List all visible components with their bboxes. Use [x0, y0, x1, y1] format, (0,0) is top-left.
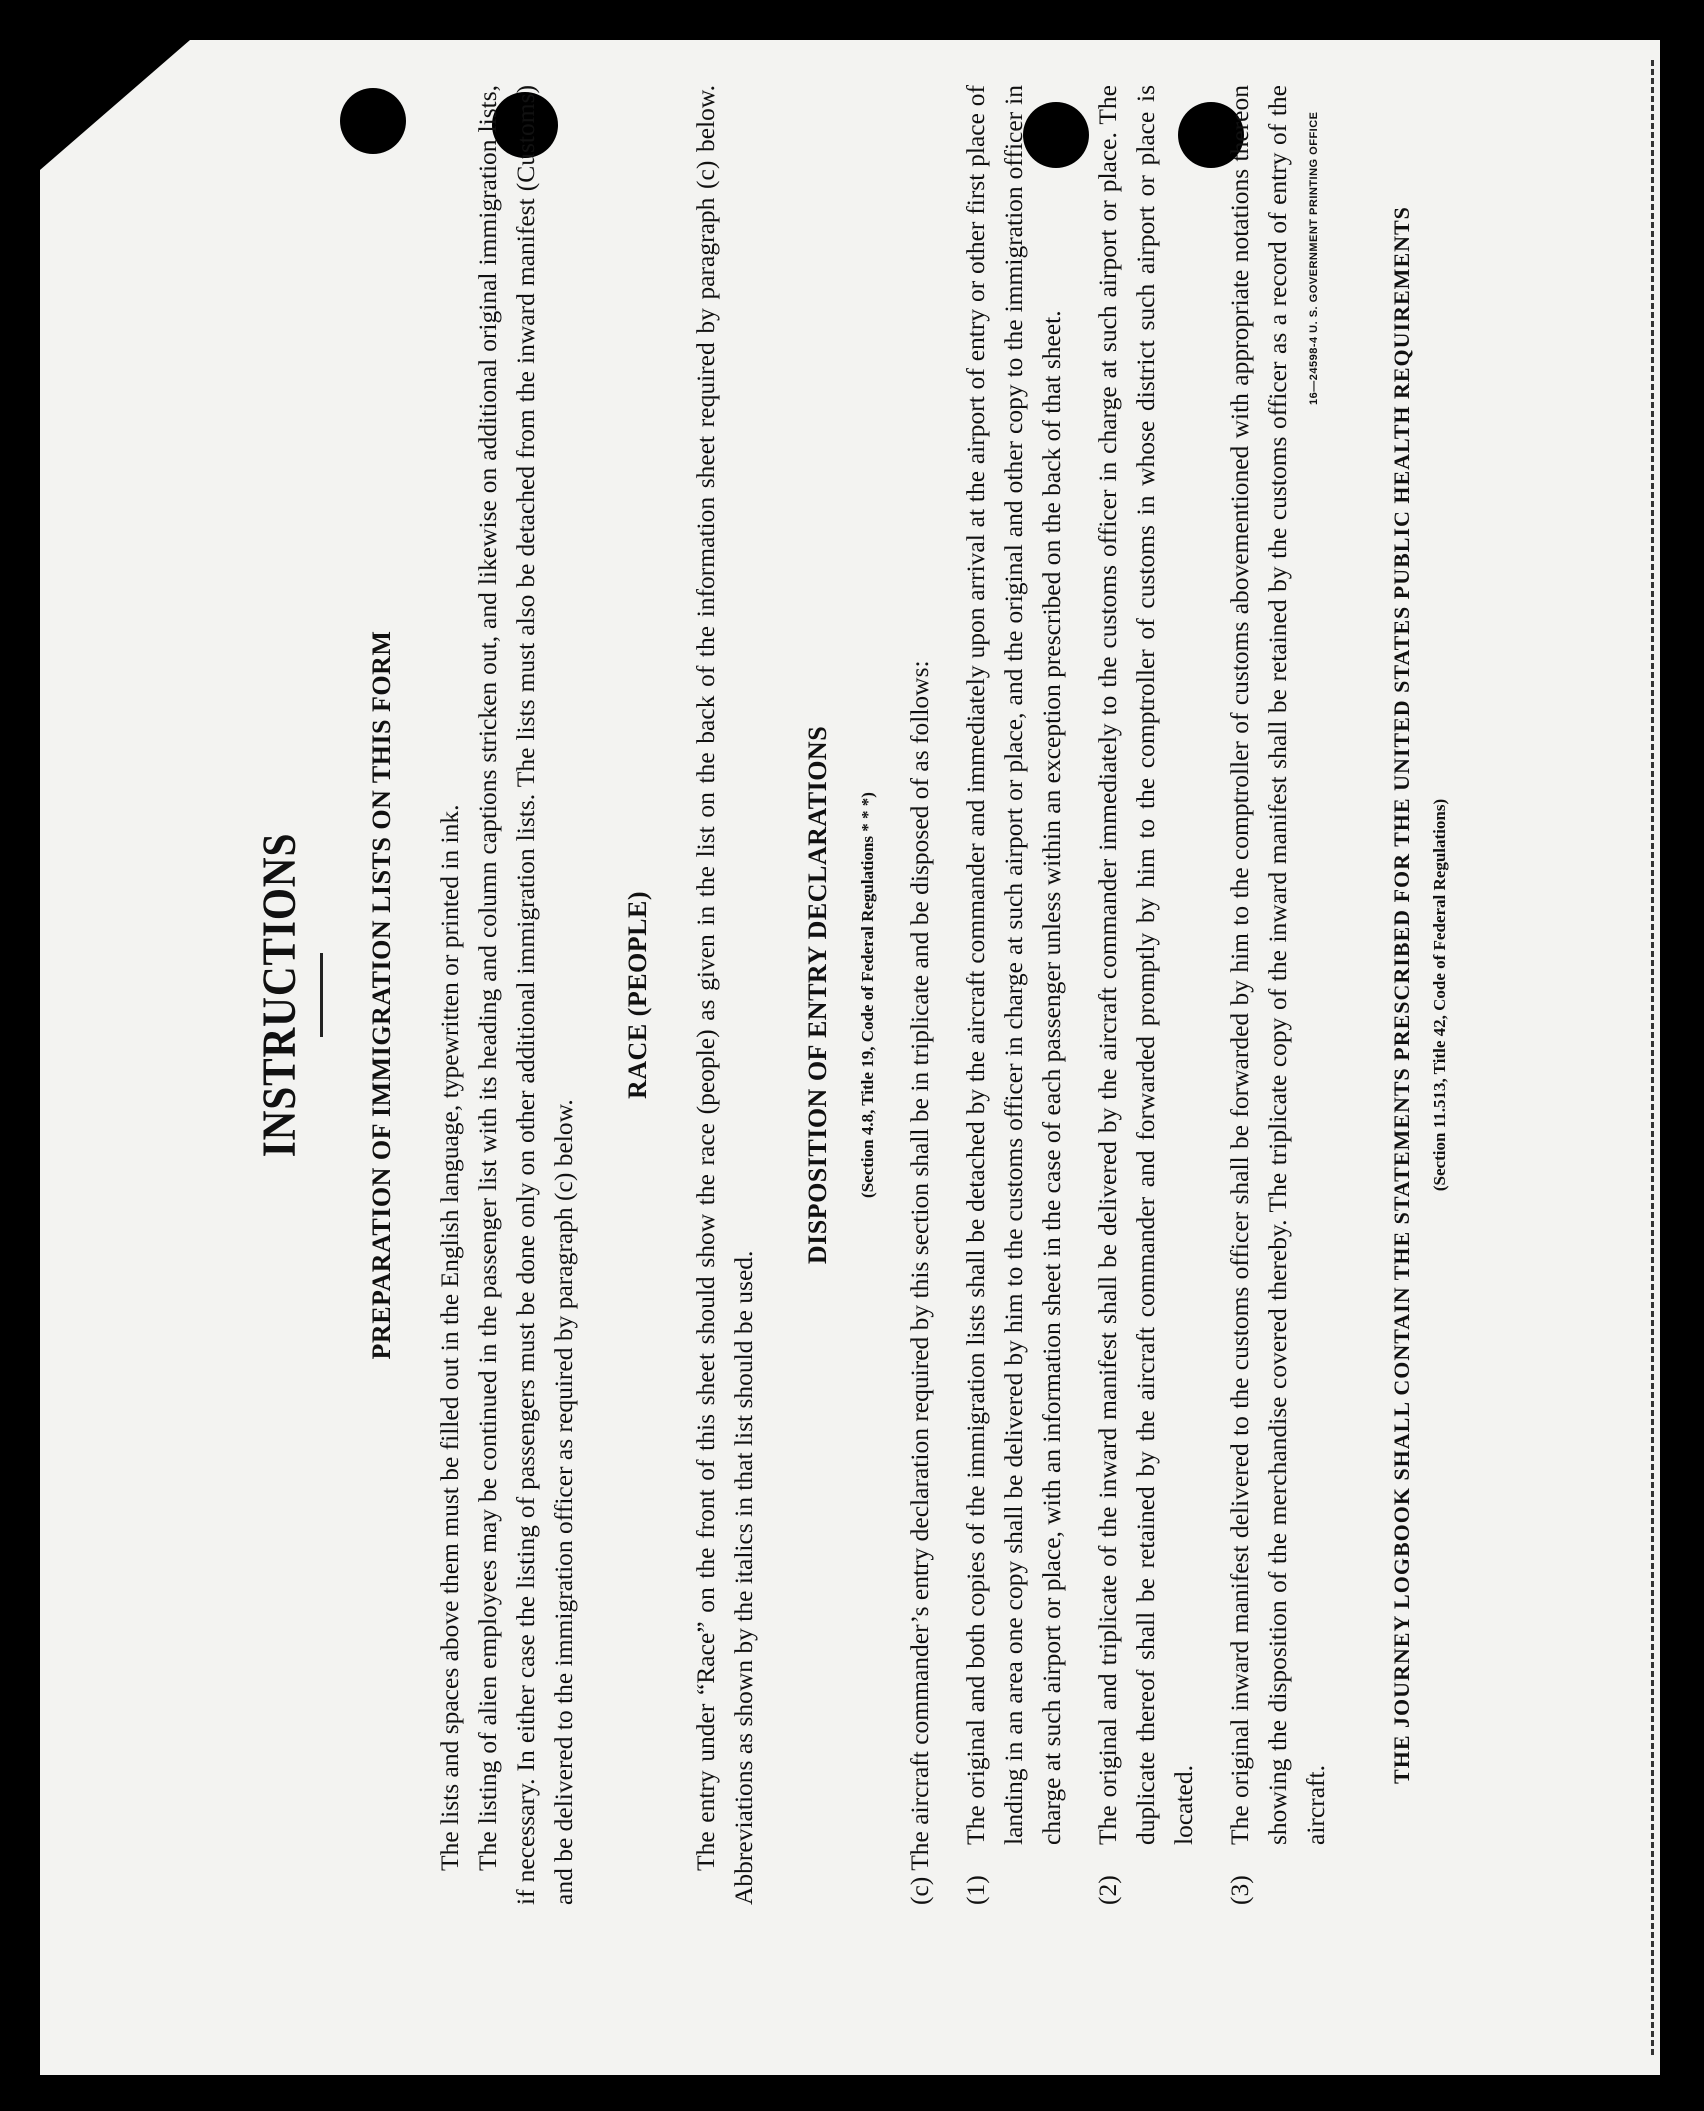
perforation-edge	[1651, 60, 1654, 2055]
race-paragraph: The entry under “Race” on the front of this sheet should show the race (people) as given in the list on the back of the information sheet required by paragraph (c) below. Abbreviations as shown by the italics in that list should be used.	[691, 85, 758, 1905]
disposition-heading: DISPOSITION OF ENTRY DECLARATIONS	[803, 725, 832, 1265]
footer-citation: (Section 11.513, Title 42, Code of Federal Regulations)	[1430, 798, 1449, 1192]
disposition-c-paragraph: (c) The aircraft commander’s entry declaration required by this section shall be in triplicate and be disposed of as follows:	[905, 660, 934, 1905]
item-number: (3)	[1225, 1875, 1254, 1905]
item-number: (2)	[1093, 1875, 1122, 1905]
item-text: The original and both copies of the immigration lists shall be detached by the aircraft commander and immediately upon arrival at the airport of entry or other first place of landing in an area one copy shall be delivered by him to the customs officer in charge at such airport or place, and the original and other copy to the immigration officer in charge at such airport or place, with an information sheet in the case of each passenger unless within an exception prescribed on the back of that sheet.	[961, 85, 1066, 1845]
preparation-paragraph-1: The lists and spaces above them must be filled out in the English language, typewritten or printed in ink.	[435, 804, 464, 1871]
footer-statement: THE JOURNEY LOGBOOK SHALL CONTAIN THE STATEMENTS PRESCRIBED FOR THE UNITED STATES PUBLIC HEALTH REQUIREMENTS	[1389, 206, 1414, 1784]
preparation-heading: PREPARATION OF IMMIGRATION LISTS ON THIS FORM	[367, 630, 396, 1360]
item-text: The original and triplicate of the inward manifest shall be delivered by the aircraft commander immediately to the customs officer in charge at such airport or place. The duplicate thereof shall be retained by the aircraft commander and forwarded promptly by him to the comptroller of customs in whose district such airport or place is located.	[1093, 85, 1198, 1845]
page-title: INSTRUCTIONS	[253, 832, 306, 1158]
printer-imprint: 16—24598-4 U. S. GOVERNMENT PRINTING OFFICE	[1308, 111, 1320, 405]
item-number: (1)	[961, 1875, 990, 1905]
rotated-content	[250, 85, 1449, 1905]
disposition-citation: (Section 4.8, Title 19, Code of Federal Regulations * * *)	[858, 792, 877, 1198]
title-rule	[320, 953, 323, 1037]
list-item	[957, 85, 1071, 1905]
list-item	[1089, 85, 1203, 1905]
item-text: The original inward manifest delivered to the customs officer shall be forwarded by him to the comptroller of customs abovementioned with appropriate notations thereon showing the disposition of the merchandise covered thereby. The triplicate copy of the inward manifest shall be retained by the customs officer as a record of entry of the aircraft.	[1225, 85, 1330, 1845]
race-heading: RACE (PEOPLE)	[623, 891, 652, 1099]
preparation-paragraph-2: The listing of alien employees may be continued in the passenger list with its heading and column captions stricken out, and likewise on additional original immigration lists, if necessary. In either case the listing of passengers must be done only on other additional immigration lists. The lists must also be detached from the inward manifest (Customs) and be delivered to the immigration officer as required by paragraph (c) below.	[473, 85, 578, 1905]
